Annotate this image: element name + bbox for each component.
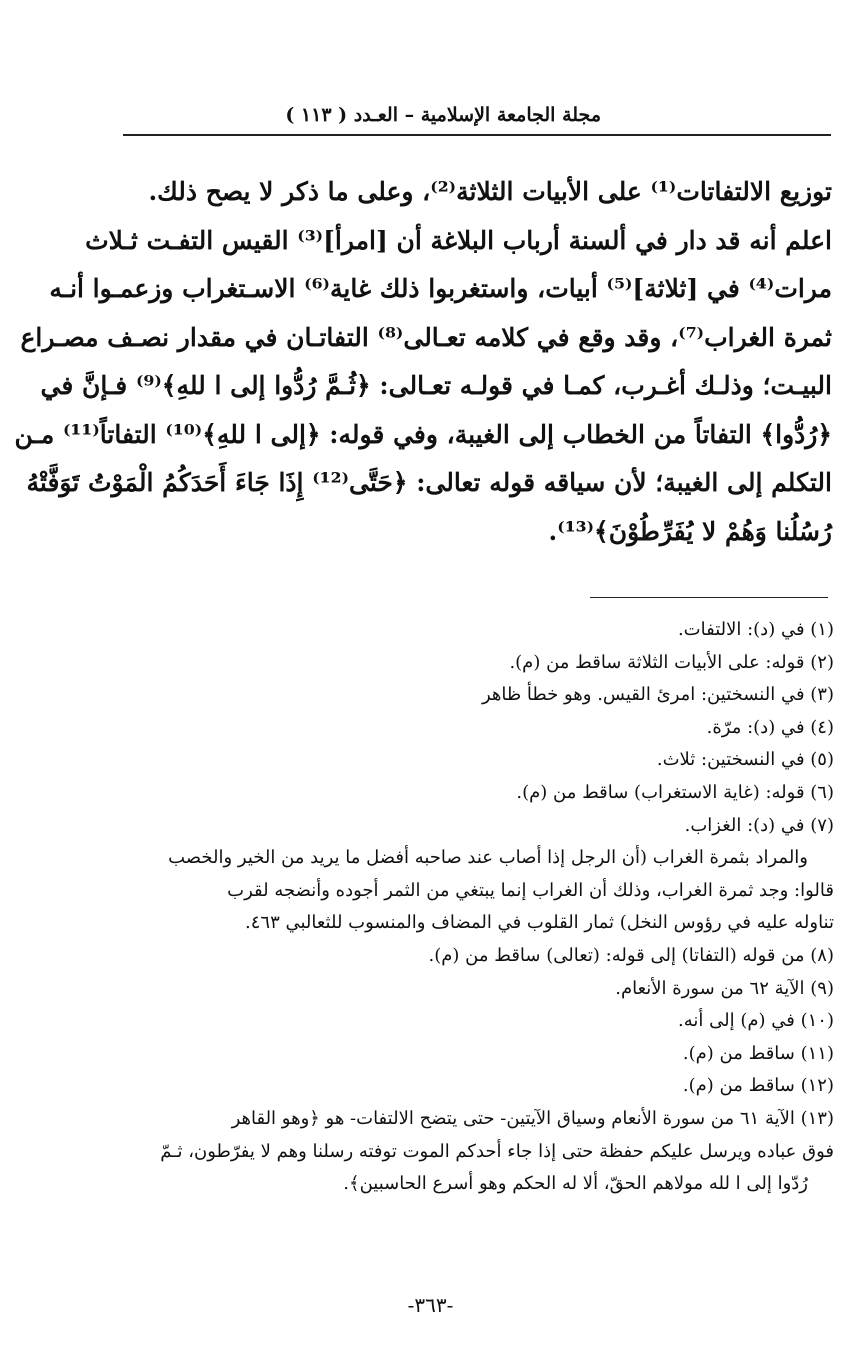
footnote-line: (٢) قوله: على الأبيات الثلاثة ساقط من (م).	[509, 651, 834, 673]
footnote-line: رُدّوا إلى ا لله مولاهم الحقّ، ألا له الحكم وهو أسرع الحاسبين﴾.	[343, 1173, 808, 1195]
footnote-line: (١٣) الآية ٦١ من سورة الأنعام وسياق الآيتين- حتى يتضح الالتفات- هو ﴿وهو القاهر	[231, 1107, 834, 1129]
footnote-line: (١١) ساقط من (م).	[682, 1042, 834, 1064]
footnote-line: فوق عباده ويرسل عليكم حفظة حتى إذا جاء أحدكم الموت توفته رسلنا وهم لا يفرّطون، ثـمّ	[160, 1140, 834, 1162]
body-line: ثمرة الغراب⁽⁷⁾، وقد وقع في كلامه تعـالى⁽⁸⁾ التفاتـان في مقدار نصـف مصـراع	[20, 322, 832, 352]
body-line: رُسُلُنا وَهُمْ لا يُفَرِّطُوْنَ﴾⁽¹³⁾.	[548, 516, 832, 546]
page-number: -٣٦٣-	[407, 1293, 454, 1317]
footnote-line: (٧) في (د): الغزاب.	[684, 814, 834, 836]
footnote-line: تناوله عليه في رؤوس النخل) ثمار القلوب في المضاف والمنسوب للثعالبي ٤٦٣.	[245, 912, 834, 934]
footnote-line: (٥) في النسختين: ثلاث.	[656, 749, 834, 771]
footnote-line: (١) في (د): الالتفات.	[677, 619, 834, 640]
footnote-line: والمراد بثمرة الغراب (أن الرجل إذا أصاب عند صاحبه أفضل ما يريد من الخير والخصب	[168, 847, 808, 869]
footnotes	[118, 614, 834, 1201]
footnote-line: (٩) الآية ٦٢ من سورة الأنعام.	[615, 977, 834, 999]
body-line: البيـت؛ وذلـك أغـرب، كمـا في قولـه تعـالى: ﴿ثُـمَّ رُدُّوا إلى ا للهِ﴾⁽⁹⁾ فـإنَّ في	[40, 371, 832, 400]
body-line: مرات⁽⁴⁾ في [ثلاثة]⁽⁵⁾ أبيات، واستغربوا ذلك غاية⁽⁶⁾ الاسـتغراب وزعمـوا أنـه	[49, 274, 832, 303]
footnote-line: (٨) من قوله (التفاتا) إلى قوله: (تعالى) ساقط من (م).	[428, 944, 834, 966]
running-header: مجلة الجامعة الإسلامية – العـدد ( ١١٣ )	[285, 104, 601, 126]
body-line: توزيع الالتفاتات⁽¹⁾ على الأبيات الثلاثة⁽²⁾، وعلى ما ذكر لا يصح ذلك.	[148, 177, 832, 206]
footnote-separator	[590, 597, 828, 598]
footnote-line: (١٠) في (م) إلى أنه.	[678, 1010, 834, 1032]
footnote-line: قالوا: وجد ثمرة الغراب، وذلك أن الغراب إنما يبتغي من الثمر أجوده وأنضجه لقرب	[227, 879, 834, 901]
main-text	[14, 168, 832, 556]
body-line: التكلم إلى الغيبة؛ لأن سياقه قوله تعالى: ﴿حَتَّى⁽¹²⁾ إِذَا جَاءَ أَحَدَكُمُ الْمَوْتُ تَوَفَّتْهُ	[26, 468, 832, 497]
body-line: اعلم أنه قد دار في ألسنة أرباب البلاغة أن [امرأ]⁽³⁾ القيس التفـت ثـلاث	[85, 225, 832, 255]
footnote-line: (٣) في النسختين: امرئ القيس. وهو خطأ ظاهر	[481, 684, 834, 706]
header-rule	[123, 134, 831, 136]
body-line: ﴿رُدُّوا﴾ التفاتاً من الخطاب إلى الغيبة، وفي قوله: ﴿إلى ا للهِ﴾⁽¹⁰⁾ التفاتاً⁽¹¹⁾ مـن	[14, 419, 832, 449]
footnote-line: (٦) قوله: (غاية الاستغراب) ساقط من (م).	[516, 781, 834, 803]
footnote-line: (١٢) ساقط من (م).	[682, 1075, 834, 1097]
footnote-line: (٤) في (د): مرّة.	[706, 716, 834, 738]
